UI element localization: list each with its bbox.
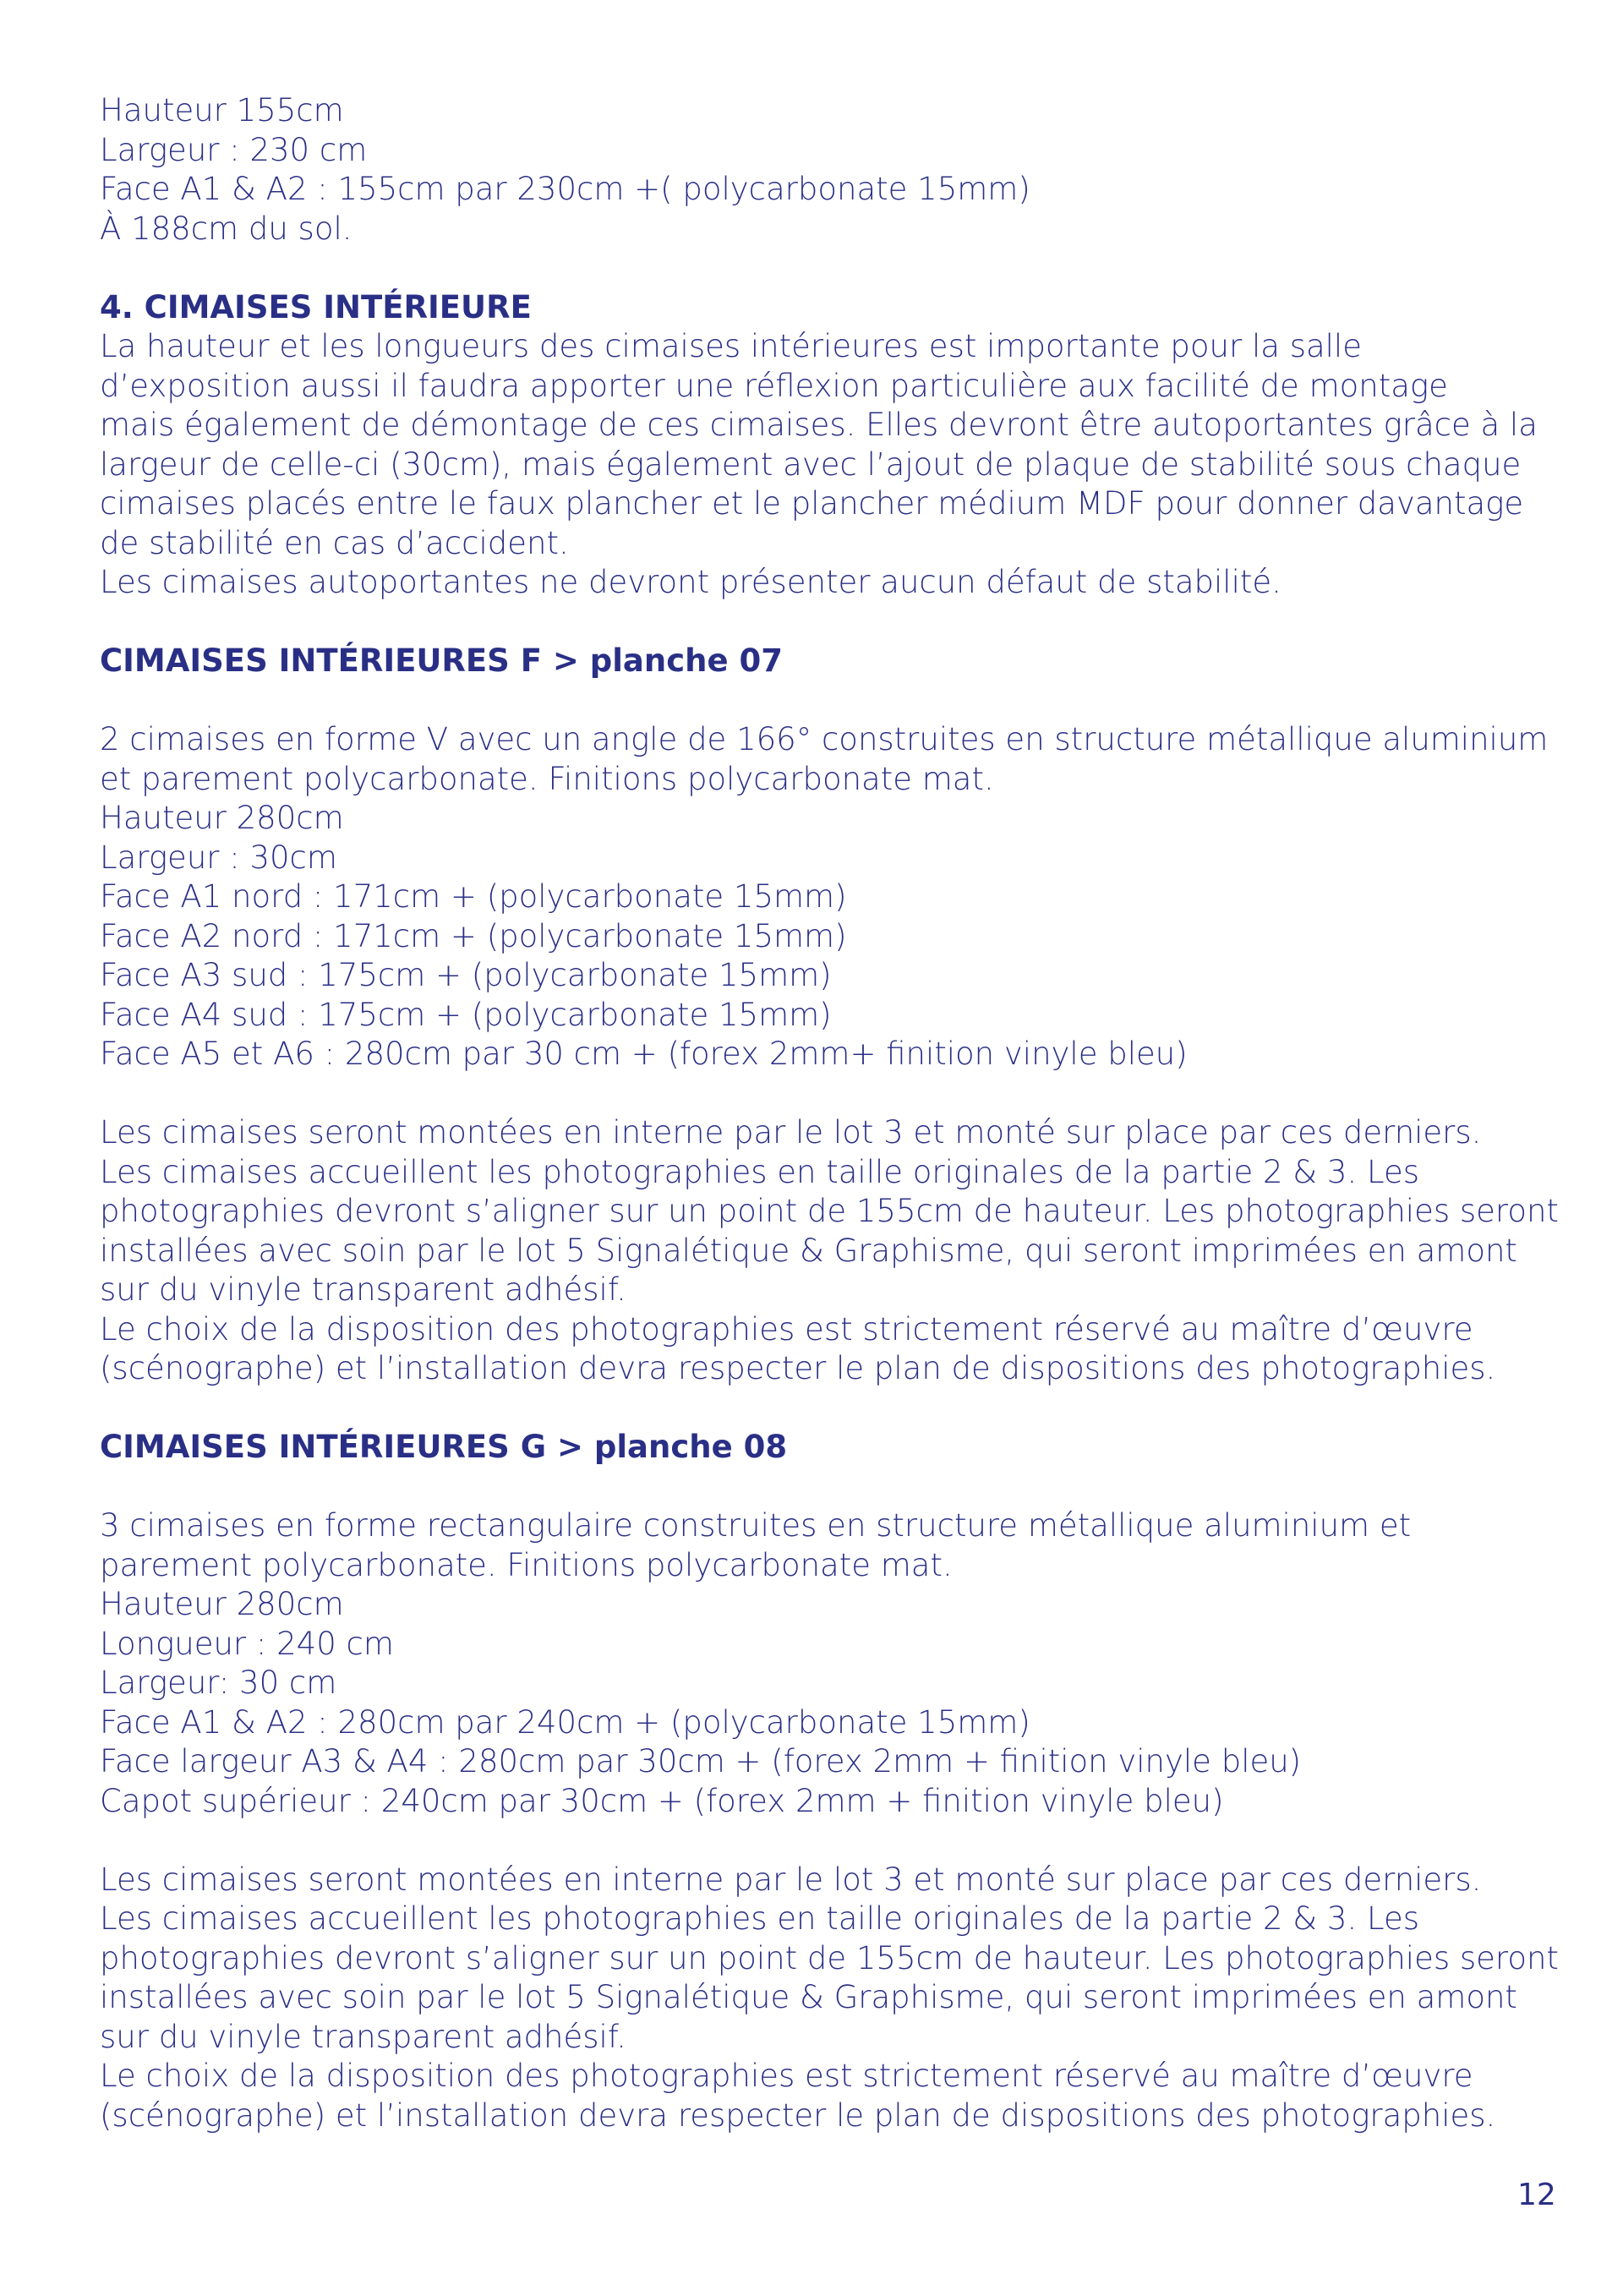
text-line: et parement polycarbonate. Finitions polycarbonate mat. <box>100 760 994 797</box>
text-line: Largeur : 30cm <box>100 839 337 876</box>
text-line: Largeur : 230 cm <box>100 131 368 168</box>
section-heading: CIMAISES INTÉRIEURES F > planche 07 <box>100 642 783 679</box>
text-line: Face A3 sud : 175cm + (polycarbonate 15mm) <box>100 957 832 993</box>
text-line: Face A2 nord : 171cm + (polycarbonate 15mm) <box>100 917 847 954</box>
text-line: parement polycarbonate. Finitions polycarbonate mat. <box>100 1546 953 1583</box>
text-line: Capot supérieur : 240cm par 30cm + (forex 2mm + finition vinyle bleu) <box>100 1782 1224 1819</box>
text-line: Hauteur 280cm <box>100 1586 344 1622</box>
text-line: sur du vinyle transparent adhésif. <box>100 2018 626 2055</box>
text-line: À 188cm du sol. <box>100 210 352 247</box>
spacer <box>100 1389 1554 1429</box>
text-line: Hauteur 280cm <box>100 800 344 836</box>
text-line: 2 cimaises en forme V avec un angle de 166° construites en structure métallique aluminium <box>100 721 1549 757</box>
text-line: mais également de démontage de ces cimaises. Elles devront être autoportantes grâce à la <box>100 407 1538 443</box>
spacer <box>100 1468 1554 1507</box>
section-g <box>100 1428 1559 2135</box>
text-line: (scénographe) et l’installation devra respecter le plan de dispositions des photographies. <box>100 1350 1496 1386</box>
text-line: Les cimaises accueillent les photographies en taille originales de la partie 2 & 3. Les <box>100 1153 1419 1190</box>
text-line: (scénographe) et l’installation devra respecter le plan de dispositions des photographies. <box>100 2096 1496 2134</box>
document-body <box>100 91 1559 2135</box>
spacer <box>100 249 1554 288</box>
text-line: largeur de celle-ci (30cm), mais également avec l’ajout de plaque de stabilité sous chaque <box>100 446 1522 483</box>
text-line: Longueur : 240 cm <box>100 1625 394 1662</box>
text-line: Face A1 & A2 : 280cm par 240cm + (polycarbonate 15mm) <box>100 1703 1030 1741</box>
text-line: Face A4 sud : 175cm + (polycarbonate 15mm) <box>100 996 832 1033</box>
text-line: Face A5 et A6 : 280cm par 30 cm + (forex 2mm+ finition vinyle bleu) <box>100 1036 1188 1072</box>
text-line: Largeur: 30 cm <box>100 1665 337 1701</box>
section-heading: 4. CIMAISES INTÉRIEURE <box>100 288 532 325</box>
text-line: Les cimaises seront montées en interne par le lot 3 et monté sur place par ces derniers. <box>100 1861 1482 1898</box>
text-line: d’exposition aussi il faudra apporter une réflexion particulière aux facilité de montage <box>100 367 1448 404</box>
text-line: photographies devront s’aligner sur un point de 155cm de hauteur. Les photographies seront <box>100 1939 1559 1976</box>
text-line: La hauteur et les longueurs des cimaises intérieures est importante pour la salle <box>100 328 1362 364</box>
text-line: Le choix de la disposition des photographies est strictement réservé au maître d’œuvre <box>100 2058 1473 2094</box>
section-heading: CIMAISES INTÉRIEURES G > planche 08 <box>100 1429 788 1465</box>
text-line: sur du vinyle transparent adhésif. <box>100 1271 626 1308</box>
text-line: Le choix de la disposition des photographies est strictement réservé au maître d’œuvre <box>100 1310 1473 1348</box>
spacer <box>100 603 1554 642</box>
text-line: Hauteur 155cm <box>100 92 344 128</box>
section-f <box>100 642 1559 1389</box>
text-line: Les cimaises accueillent les photographies en taille originales de la partie 2 & 3. Les <box>100 1900 1419 1937</box>
text-line: Les cimaises autoportantes ne devront présenter aucun défaut de stabilité. <box>100 564 1281 600</box>
text-line: Face A1 nord : 171cm + (polycarbonate 15mm) <box>100 878 847 915</box>
section-4 <box>100 288 1554 603</box>
text-line: installées avec soin par le lot 5 Signalétique & Graphisme, qui seront imprimées en amont <box>100 1232 1517 1269</box>
text-line: Les cimaises seront montées en interne par le lot 3 et monté sur place par ces derniers. <box>100 1114 1482 1151</box>
text-line: 3 cimaises en forme rectangulaire construites en structure métallique aluminium et <box>100 1507 1412 1544</box>
spacer <box>100 1074 1554 1114</box>
page-number: 12 <box>1517 2178 1556 2212</box>
text-line: installées avec soin par le lot 5 Signalétique & Graphisme, qui seront imprimées en amont <box>100 1979 1517 2015</box>
spacer <box>100 681 1554 721</box>
text-line: cimaises placés entre le faux plancher et le plancher médium MDF pour donner davantage <box>100 485 1524 522</box>
spacer <box>100 1821 1554 1861</box>
text-line: de stabilité en cas d’accident. <box>100 524 569 561</box>
text-line: photographies devront s’aligner sur un point de 155cm de hauteur. Les photographies seront <box>100 1193 1559 1229</box>
intro-block <box>100 91 1554 249</box>
text-line: Face A1 & A2 : 155cm par 230cm +( polycarbonate 15mm) <box>100 171 1030 207</box>
text-line: Face largeur A3 & A4 : 280cm par 30cm + (forex 2mm + finition vinyle bleu) <box>100 1743 1302 1779</box>
